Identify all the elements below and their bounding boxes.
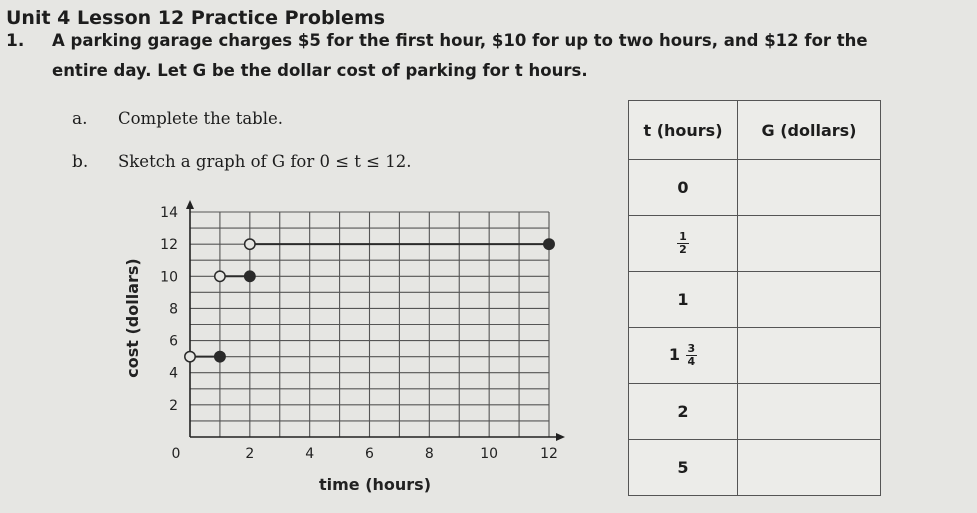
t-fraction: [686, 343, 698, 368]
g-cell[interactable]: [738, 384, 881, 440]
x-tick-label: 8: [424, 446, 434, 462]
fraction-numerator: 1: [679, 230, 687, 243]
g-cell[interactable]: [738, 160, 881, 216]
table-row: [629, 328, 881, 384]
table-row: [629, 216, 881, 272]
y-tick-label: 2: [169, 397, 178, 414]
g-cell[interactable]: [738, 272, 881, 328]
header-g: G (dollars): [738, 101, 881, 160]
part-a-text: Complete the table.: [118, 109, 284, 128]
values-table: [628, 100, 881, 496]
g-cell[interactable]: [738, 328, 881, 384]
t-cell: 1: [629, 272, 738, 328]
open-endpoint: [245, 239, 255, 249]
x-axis-label: time (hours): [318, 475, 432, 494]
y-axis-arrow: [186, 200, 194, 209]
part-b-text: Sketch a graph of G for 0 ≤ t ≤ 12.: [118, 152, 412, 171]
cost-graph: [105, 200, 575, 500]
t-cell: [629, 216, 738, 272]
problem-number: 1.: [6, 31, 25, 51]
closed-endpoint: [215, 351, 225, 361]
part-b-label: b.: [72, 152, 89, 172]
t-fraction: [677, 231, 689, 256]
table-row: [629, 440, 881, 496]
x-tick-label: 10: [480, 446, 499, 462]
x-tick-label: 4: [305, 446, 315, 462]
fraction-numerator: 3: [687, 342, 696, 355]
y-tick-label: 14: [160, 205, 178, 221]
open-endpoint: [215, 271, 225, 281]
table-row: [629, 160, 881, 216]
page-title: Unit 4 Lesson 12 Practice Problems: [6, 7, 386, 29]
part-a-label: a.: [72, 109, 88, 129]
closed-endpoint: [245, 271, 255, 281]
t-cell: 5: [629, 440, 738, 496]
t-cell: 0: [629, 160, 738, 216]
problem-statement-line-1: A parking garage charges $5 for the first hour, $10 for up to two hours, and $12 for the: [52, 31, 868, 50]
y-tick-label: 4: [169, 365, 178, 382]
g-cell[interactable]: [738, 216, 881, 272]
g-cell[interactable]: [738, 440, 881, 496]
origin-label: 0: [171, 446, 181, 462]
problem-statement-line-2: entire day. Let G be the dollar cost of parking for t hours.: [52, 61, 588, 80]
t-cell: 2: [629, 384, 738, 440]
y-tick-label: 10: [160, 269, 178, 286]
x-tick-label: 6: [365, 446, 374, 462]
closed-endpoint: [544, 239, 554, 249]
x-tick-label: 12: [540, 446, 558, 462]
table-header-row: [629, 101, 881, 160]
x-axis-arrow: [556, 433, 565, 441]
y-tick-label: 6: [169, 333, 178, 350]
table-row: [629, 272, 881, 328]
open-endpoint: [185, 351, 195, 361]
y-axis-label: cost (dollars): [123, 258, 142, 378]
table-row: [629, 384, 881, 440]
header-t: t (hours): [629, 101, 738, 160]
y-tick-label: 8: [169, 301, 178, 318]
t-cell: [629, 328, 738, 384]
x-tick-label: 2: [245, 446, 255, 462]
mixed-whole: 1: [668, 345, 680, 364]
grid-lines: [190, 212, 549, 437]
y-tick-label: 12: [160, 237, 178, 254]
fraction-denominator: 2: [679, 243, 687, 256]
fraction-denominator: 4: [687, 355, 696, 368]
